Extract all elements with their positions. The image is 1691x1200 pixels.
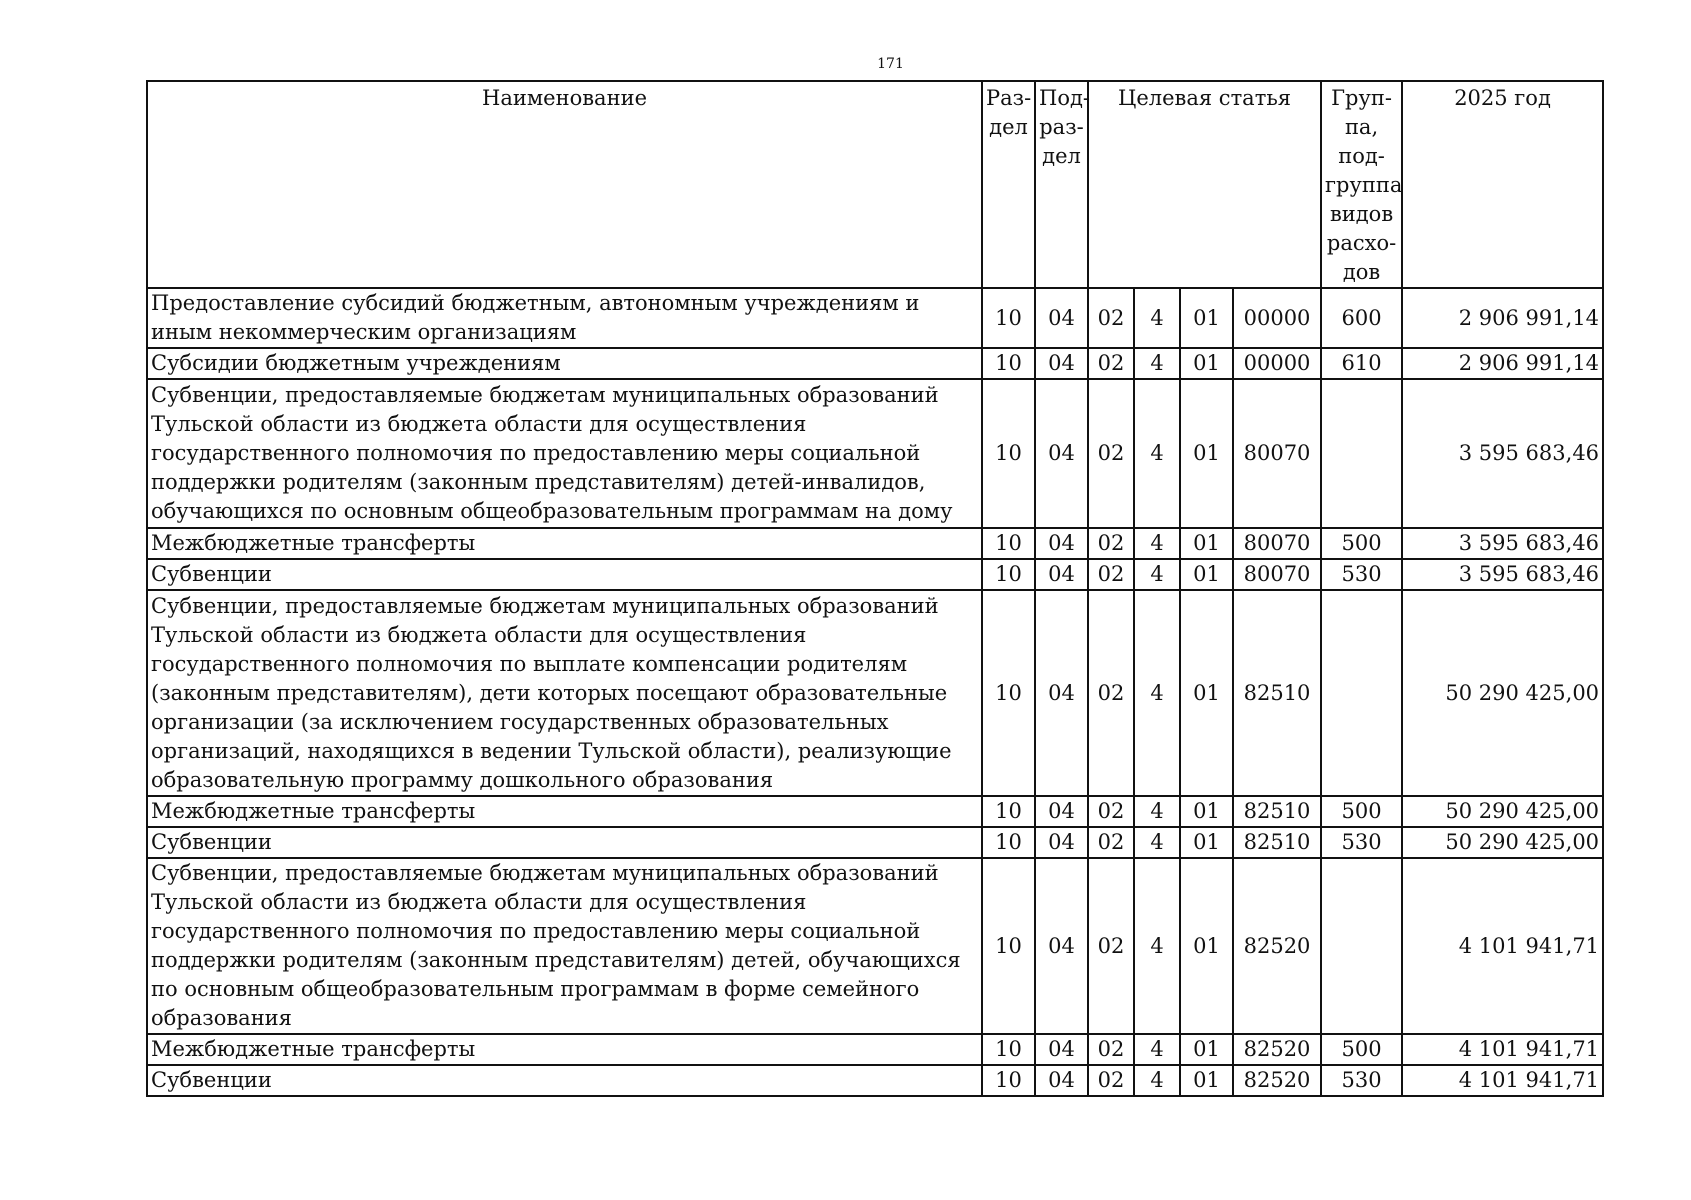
row-target-direction: 82510 (1233, 796, 1321, 827)
row-target-type: 4 (1134, 1065, 1180, 1096)
row-target-subprogram: 01 (1180, 288, 1233, 348)
header-row (147, 81, 1603, 288)
row-subsection: 04 (1035, 379, 1088, 528)
row-section: 10 (982, 348, 1035, 379)
row-section: 10 (982, 827, 1035, 858)
row-section: 10 (982, 796, 1035, 827)
row-target-program: 02 (1088, 559, 1134, 590)
row-section: 10 (982, 1065, 1035, 1096)
row-target-direction: 00000 (1233, 348, 1321, 379)
row-target-direction: 82510 (1233, 827, 1321, 858)
row-target-type: 4 (1134, 528, 1180, 559)
row-subsection: 04 (1035, 559, 1088, 590)
row-target-subprogram: 01 (1180, 348, 1233, 379)
table-row (147, 1034, 1603, 1065)
row-subsection: 04 (1035, 1065, 1088, 1096)
row-target-program: 02 (1088, 590, 1134, 796)
row-name: Субсидии бюджетным учреждениям (147, 348, 982, 379)
row-target-subprogram: 01 (1180, 559, 1233, 590)
row-name: Субвенции, предоставляемые бюджетам муниципальных образований Тульской области из бюджета области для осуществления государственного полномочия по предоставлению меры социальной поддержки родителям (законным представителям) детей-инвалидов, обучающихся по основным общеобразовательным программам на дому (147, 379, 982, 528)
row-amount: 50 290 425,00 (1402, 796, 1603, 827)
row-name: Межбюджетные трансферты (147, 796, 982, 827)
table-body (147, 288, 1603, 1096)
row-target-subprogram: 01 (1180, 827, 1233, 858)
row-target-direction: 80070 (1233, 559, 1321, 590)
table-row (147, 590, 1603, 796)
row-target-direction: 82520 (1233, 858, 1321, 1034)
table-row (147, 1065, 1603, 1096)
table-row (147, 379, 1603, 528)
row-target-subprogram: 01 (1180, 590, 1233, 796)
row-expense-group: 530 (1321, 1065, 1402, 1096)
row-subsection: 04 (1035, 590, 1088, 796)
row-target-program: 02 (1088, 528, 1134, 559)
row-amount: 3 595 683,46 (1402, 528, 1603, 559)
row-amount: 2 906 991,14 (1402, 348, 1603, 379)
row-amount: 3 595 683,46 (1402, 559, 1603, 590)
row-section: 10 (982, 858, 1035, 1034)
row-subsection: 04 (1035, 796, 1088, 827)
row-expense-group: 610 (1321, 348, 1402, 379)
row-target-subprogram: 01 (1180, 1034, 1233, 1065)
row-target-program: 02 (1088, 379, 1134, 528)
row-expense-group (1321, 590, 1402, 796)
table-row (147, 348, 1603, 379)
row-expense-group: 530 (1321, 559, 1402, 590)
row-amount: 2 906 991,14 (1402, 288, 1603, 348)
header-section: Раз-дел (982, 81, 1035, 288)
row-target-direction: 00000 (1233, 288, 1321, 348)
table-row (147, 827, 1603, 858)
row-subsection: 04 (1035, 528, 1088, 559)
table-row (147, 559, 1603, 590)
row-subsection: 04 (1035, 348, 1088, 379)
row-name: Субвенции, предоставляемые бюджетам муниципальных образований Тульской области из бюджета области для осуществления государственного полномочия по выплате компенсации родителям (законным представителям), дети которых посещают образовательные организации (за исключением государственных образовательных организаций, находящихся в ведении Тульской области), реализующие образовательную программу дошкольного образования (147, 590, 982, 796)
row-target-subprogram: 01 (1180, 858, 1233, 1034)
row-amount: 50 290 425,00 (1402, 827, 1603, 858)
header-name: Наименование (147, 81, 982, 288)
row-target-subprogram: 01 (1180, 379, 1233, 528)
header-year: 2025 год (1402, 81, 1603, 288)
row-section: 10 (982, 379, 1035, 528)
header-target-article: Целевая статья (1088, 81, 1321, 288)
row-subsection: 04 (1035, 827, 1088, 858)
row-name: Субвенции (147, 559, 982, 590)
row-amount: 3 595 683,46 (1402, 379, 1603, 528)
row-section: 10 (982, 528, 1035, 559)
row-target-type: 4 (1134, 1034, 1180, 1065)
row-section: 10 (982, 559, 1035, 590)
row-amount: 4 101 941,71 (1402, 1065, 1603, 1096)
header-subsection: Под-раз-дел (1035, 81, 1088, 288)
row-expense-group (1321, 379, 1402, 528)
row-section: 10 (982, 590, 1035, 796)
row-target-type: 4 (1134, 379, 1180, 528)
row-target-program: 02 (1088, 348, 1134, 379)
table-row (147, 858, 1603, 1034)
row-target-type: 4 (1134, 858, 1180, 1034)
row-amount: 4 101 941,71 (1402, 1034, 1603, 1065)
row-target-type: 4 (1134, 348, 1180, 379)
row-target-direction: 82520 (1233, 1065, 1321, 1096)
table-row (147, 288, 1603, 348)
table-row (147, 528, 1603, 559)
row-expense-group: 600 (1321, 288, 1402, 348)
row-subsection: 04 (1035, 1034, 1088, 1065)
row-section: 10 (982, 1034, 1035, 1065)
row-amount: 4 101 941,71 (1402, 858, 1603, 1034)
row-target-program: 02 (1088, 796, 1134, 827)
row-expense-group: 500 (1321, 1034, 1402, 1065)
row-target-program: 02 (1088, 858, 1134, 1034)
header-expense-group: Груп-па, под-группа видов расхо-дов (1321, 81, 1402, 288)
row-name: Межбюджетные трансферты (147, 1034, 982, 1065)
row-target-direction: 82520 (1233, 1034, 1321, 1065)
row-target-type: 4 (1134, 590, 1180, 796)
row-subsection: 04 (1035, 858, 1088, 1034)
row-target-type: 4 (1134, 796, 1180, 827)
row-expense-group: 530 (1321, 827, 1402, 858)
row-name: Предоставление субсидий бюджетным, автономным учреждениям и иным некоммерческим организациям (147, 288, 982, 348)
row-target-type: 4 (1134, 288, 1180, 348)
row-subsection: 04 (1035, 288, 1088, 348)
row-target-direction: 80070 (1233, 528, 1321, 559)
row-target-program: 02 (1088, 1034, 1134, 1065)
table-row (147, 796, 1603, 827)
row-target-type: 4 (1134, 827, 1180, 858)
row-target-subprogram: 01 (1180, 1065, 1233, 1096)
row-expense-group (1321, 858, 1402, 1034)
row-name: Субвенции, предоставляемые бюджетам муниципальных образований Тульской области из бюджета области для осуществления государственного полномочия по предоставлению меры социальной поддержки родителям (законным представителям) детей, обучающихся по основным общеобразовательным программам в форме семейного образования (147, 858, 982, 1034)
row-target-type: 4 (1134, 559, 1180, 590)
row-section: 10 (982, 288, 1035, 348)
budget-table (146, 80, 1604, 1097)
row-name: Межбюджетные трансферты (147, 528, 982, 559)
row-expense-group: 500 (1321, 796, 1402, 827)
row-target-direction: 80070 (1233, 379, 1321, 528)
row-name: Субвенции (147, 1065, 982, 1096)
row-expense-group: 500 (1321, 528, 1402, 559)
row-target-program: 02 (1088, 288, 1134, 348)
row-target-program: 02 (1088, 827, 1134, 858)
row-target-direction: 82510 (1233, 590, 1321, 796)
row-target-subprogram: 01 (1180, 528, 1233, 559)
row-name: Субвенции (147, 827, 982, 858)
row-target-subprogram: 01 (1180, 796, 1233, 827)
row-amount: 50 290 425,00 (1402, 590, 1603, 796)
row-target-program: 02 (1088, 1065, 1134, 1096)
page-number: 171 (877, 56, 904, 72)
